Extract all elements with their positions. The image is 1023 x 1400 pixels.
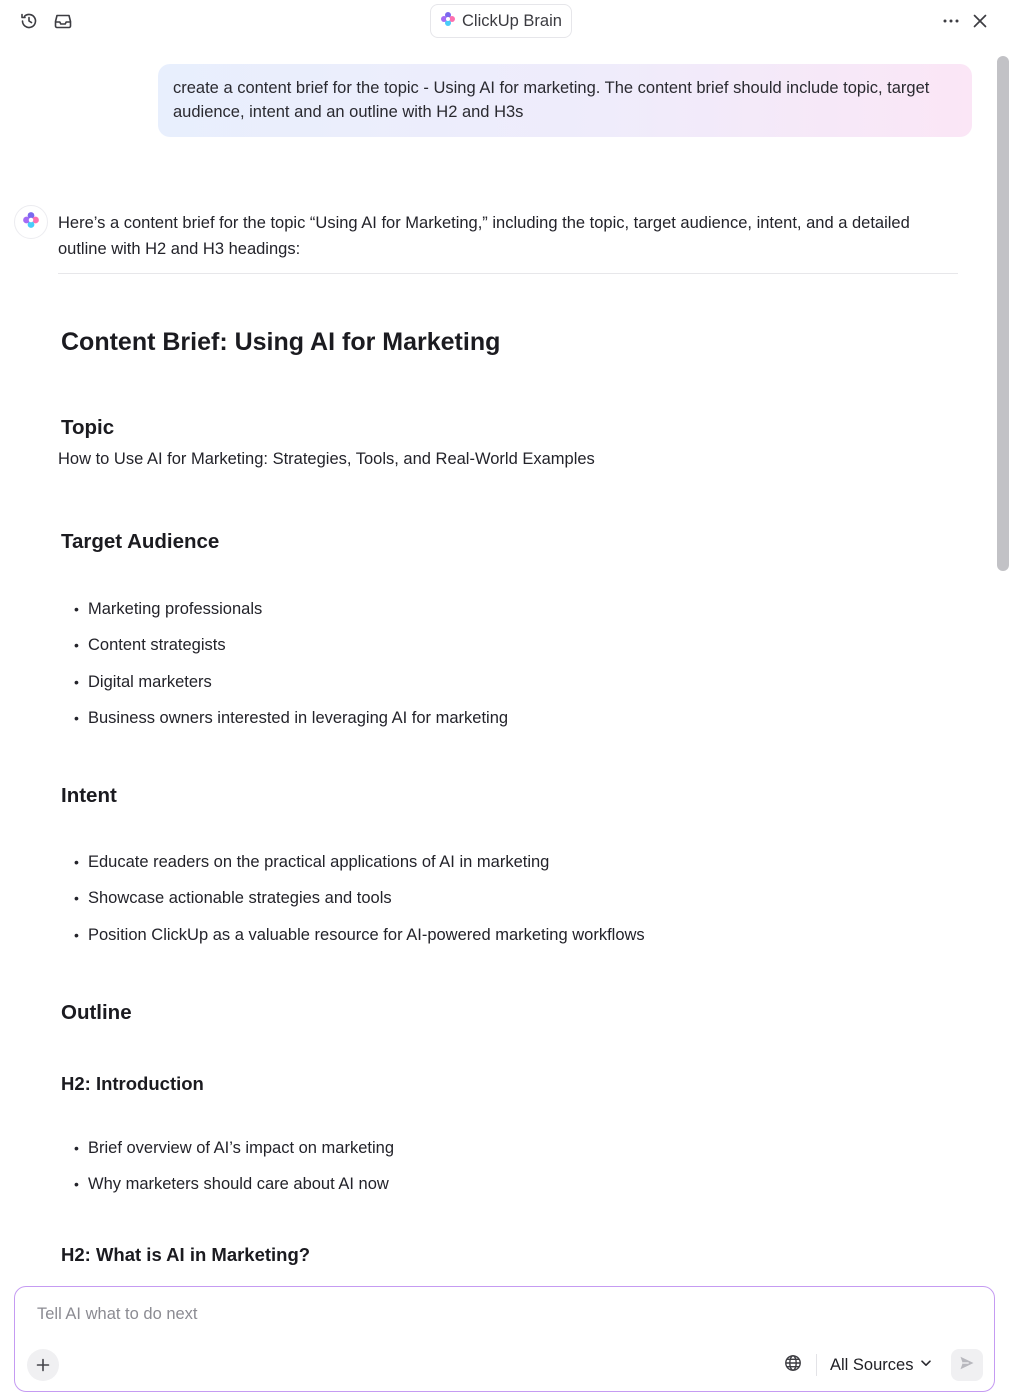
- top-bar: [0, 0, 1023, 44]
- globe-icon: [784, 1354, 802, 1377]
- ai-response-intro: Here’s a content brief for the topic “Using AI for Marketing,” including the topic, target audience, intent, and a detailed outline with H2 and H3 headings:: [58, 214, 910, 258]
- brain-title: ClickUp Brain: [462, 11, 562, 30]
- topic-heading: Topic: [61, 416, 115, 439]
- send-button[interactable]: [951, 1349, 983, 1381]
- web-search-toggle[interactable]: [781, 1353, 805, 1377]
- brain-avatar-icon: [22, 211, 40, 234]
- divider: [58, 273, 958, 274]
- outline-section-heading: H2: What is AI in Marketing?: [61, 1244, 311, 1265]
- list-item: • Why marketers should care about AI now: [74, 1175, 389, 1194]
- prompt-input[interactable]: [37, 1305, 737, 1324]
- outline-heading: Outline: [61, 1001, 132, 1024]
- plus-icon: [36, 1352, 50, 1378]
- inbox-icon[interactable]: [50, 8, 76, 34]
- send-icon: [958, 1354, 976, 1377]
- sources-dropdown[interactable]: [830, 1353, 933, 1377]
- ai-avatar: [14, 205, 48, 239]
- intent-list: [74, 852, 645, 961]
- user-message-bubble: [158, 64, 972, 137]
- history-icon[interactable]: [16, 8, 42, 34]
- list-item: • Marketing professionals: [74, 600, 263, 618]
- topic-text: How to Use AI for Marketing: Strategies, Tools, and Real-World Examples: [58, 450, 595, 468]
- list-item: • Showcase actionable strategies and tools: [74, 889, 392, 908]
- separator: [816, 1354, 817, 1376]
- sources-label: All Sources: [830, 1355, 914, 1374]
- brief-title: Content Brief: Using AI for Marketing: [61, 328, 501, 356]
- list-item: • Digital marketers: [74, 672, 212, 691]
- more-icon[interactable]: [938, 8, 964, 34]
- intent-heading: Intent: [61, 784, 117, 807]
- add-attachment-button[interactable]: [27, 1349, 59, 1381]
- user-message-text: create a content brief for the topic - Using AI for marketing. The content brief should include topic, target audience, intent and an outline with H2 and H3s: [173, 79, 930, 121]
- list-item: • Position ClickUp as a valuable resource for AI-powered marketing workflows: [74, 925, 645, 944]
- scrollbar-thumb[interactable]: [997, 56, 1009, 571]
- close-icon[interactable]: [967, 8, 993, 34]
- audience-list: [74, 599, 508, 745]
- audience-heading: Target Audience: [61, 530, 220, 553]
- outline-intro-list: [74, 1138, 394, 1211]
- list-item: • Educate readers on the practical applications of AI in marketing: [74, 853, 550, 871]
- list-item: • Business owners interested in leveraging AI for marketing: [74, 709, 509, 728]
- list-item: • Brief overview of AI’s impact on marketing: [74, 1139, 394, 1157]
- list-item: • Content strategists: [74, 636, 226, 655]
- brain-title-pill[interactable]: [430, 4, 572, 38]
- prompt-composer: [14, 1286, 995, 1392]
- outline-section-heading: H2: Introduction: [61, 1073, 204, 1094]
- chevron-down-icon: [919, 1356, 933, 1375]
- brain-logo-icon: [440, 11, 456, 32]
